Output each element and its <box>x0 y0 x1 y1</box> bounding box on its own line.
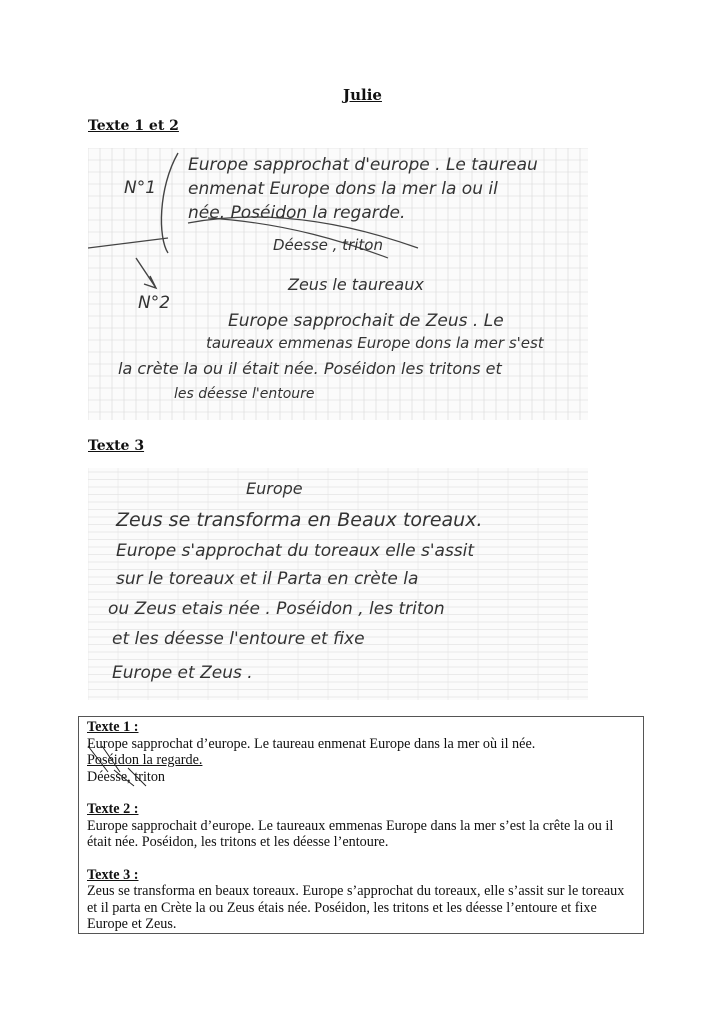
texte1-line3: Déesse, triton <box>87 768 166 785</box>
hw-line: Europe sapprochait de Zeus . Le <box>228 311 504 331</box>
hw-line: taureaux emmenas Europe dons la mer s'est <box>206 334 544 352</box>
hw-line: enmenat Europe dons la mer la ou il <box>188 179 498 199</box>
hw-line: et les déesse l'entoure et fixe <box>112 629 365 649</box>
section-heading-texte-1-2: Texte 1 et 2 <box>88 118 179 134</box>
hw-line: ou Zeus etais née . Poséidon , les triton <box>108 599 445 619</box>
hw-middle: Zeus le taureaux <box>288 275 424 294</box>
section-heading-texte-3: Texte 3 <box>88 438 145 454</box>
handwriting-scan-texte-1-2 <box>88 148 588 420</box>
texte1-line1: Europe sapprochat d’europe. Le taureau enmenat Europe dans la mer où il née. <box>87 735 536 752</box>
texte3-heading: Texte 3 : <box>87 866 139 883</box>
hw-line: Europe et Zeus . <box>112 663 253 683</box>
texte2-text: Europe sapprochait d’europe. Le taureaux emmenas Europe dans la mer s’est la crête la ou il était née. Poséidon, les tritons et les déesse l’entoure. <box>87 817 614 850</box>
texte1-heading: Texte 1 : <box>87 719 139 735</box>
hw-line: née. Poséidon la regarde. <box>188 203 406 223</box>
handwriting-scan-texte-3 <box>88 468 588 700</box>
hw-line: Europe s'approchat du toreaux elle s'assit <box>116 541 475 561</box>
side-label-1: N°1 <box>124 178 157 198</box>
hw-line: sur le toreaux et il Parta en crète la <box>116 569 419 589</box>
ruled-paper <box>88 468 588 700</box>
strike-mark-icon <box>84 742 164 790</box>
hw-line: Déesse , triton <box>273 236 383 254</box>
hw-line: la crète la ou il était née. Poséidon les tritons et <box>118 359 502 378</box>
hw-title: Europe <box>246 479 303 498</box>
page-title: Julie <box>343 86 382 104</box>
texte2-heading: Texte 2 : <box>87 801 139 817</box>
arrow-icon <box>136 258 156 288</box>
side-label-2: N°2 <box>138 293 171 313</box>
hw-line: Zeus se transforma en Beaux toreaux. <box>116 509 483 531</box>
texte1-line2: Poséidon la regarde. <box>87 752 203 768</box>
texte3-text: Zeus se transforma en beaux toreaux. Europe s’approchat du toreaux, elle s’assit sur le toreaux et il parta en Crète la ou Zeus étais née. Poséidon, les tritons et les déesse l’entoure et fixe Europe et Zeus. <box>87 883 625 932</box>
hw-line: les déesse l'entoure <box>174 386 315 402</box>
grid-paper <box>88 148 588 420</box>
hw-line: Europe sapprochat d'europe . Le taureau <box>188 155 538 175</box>
